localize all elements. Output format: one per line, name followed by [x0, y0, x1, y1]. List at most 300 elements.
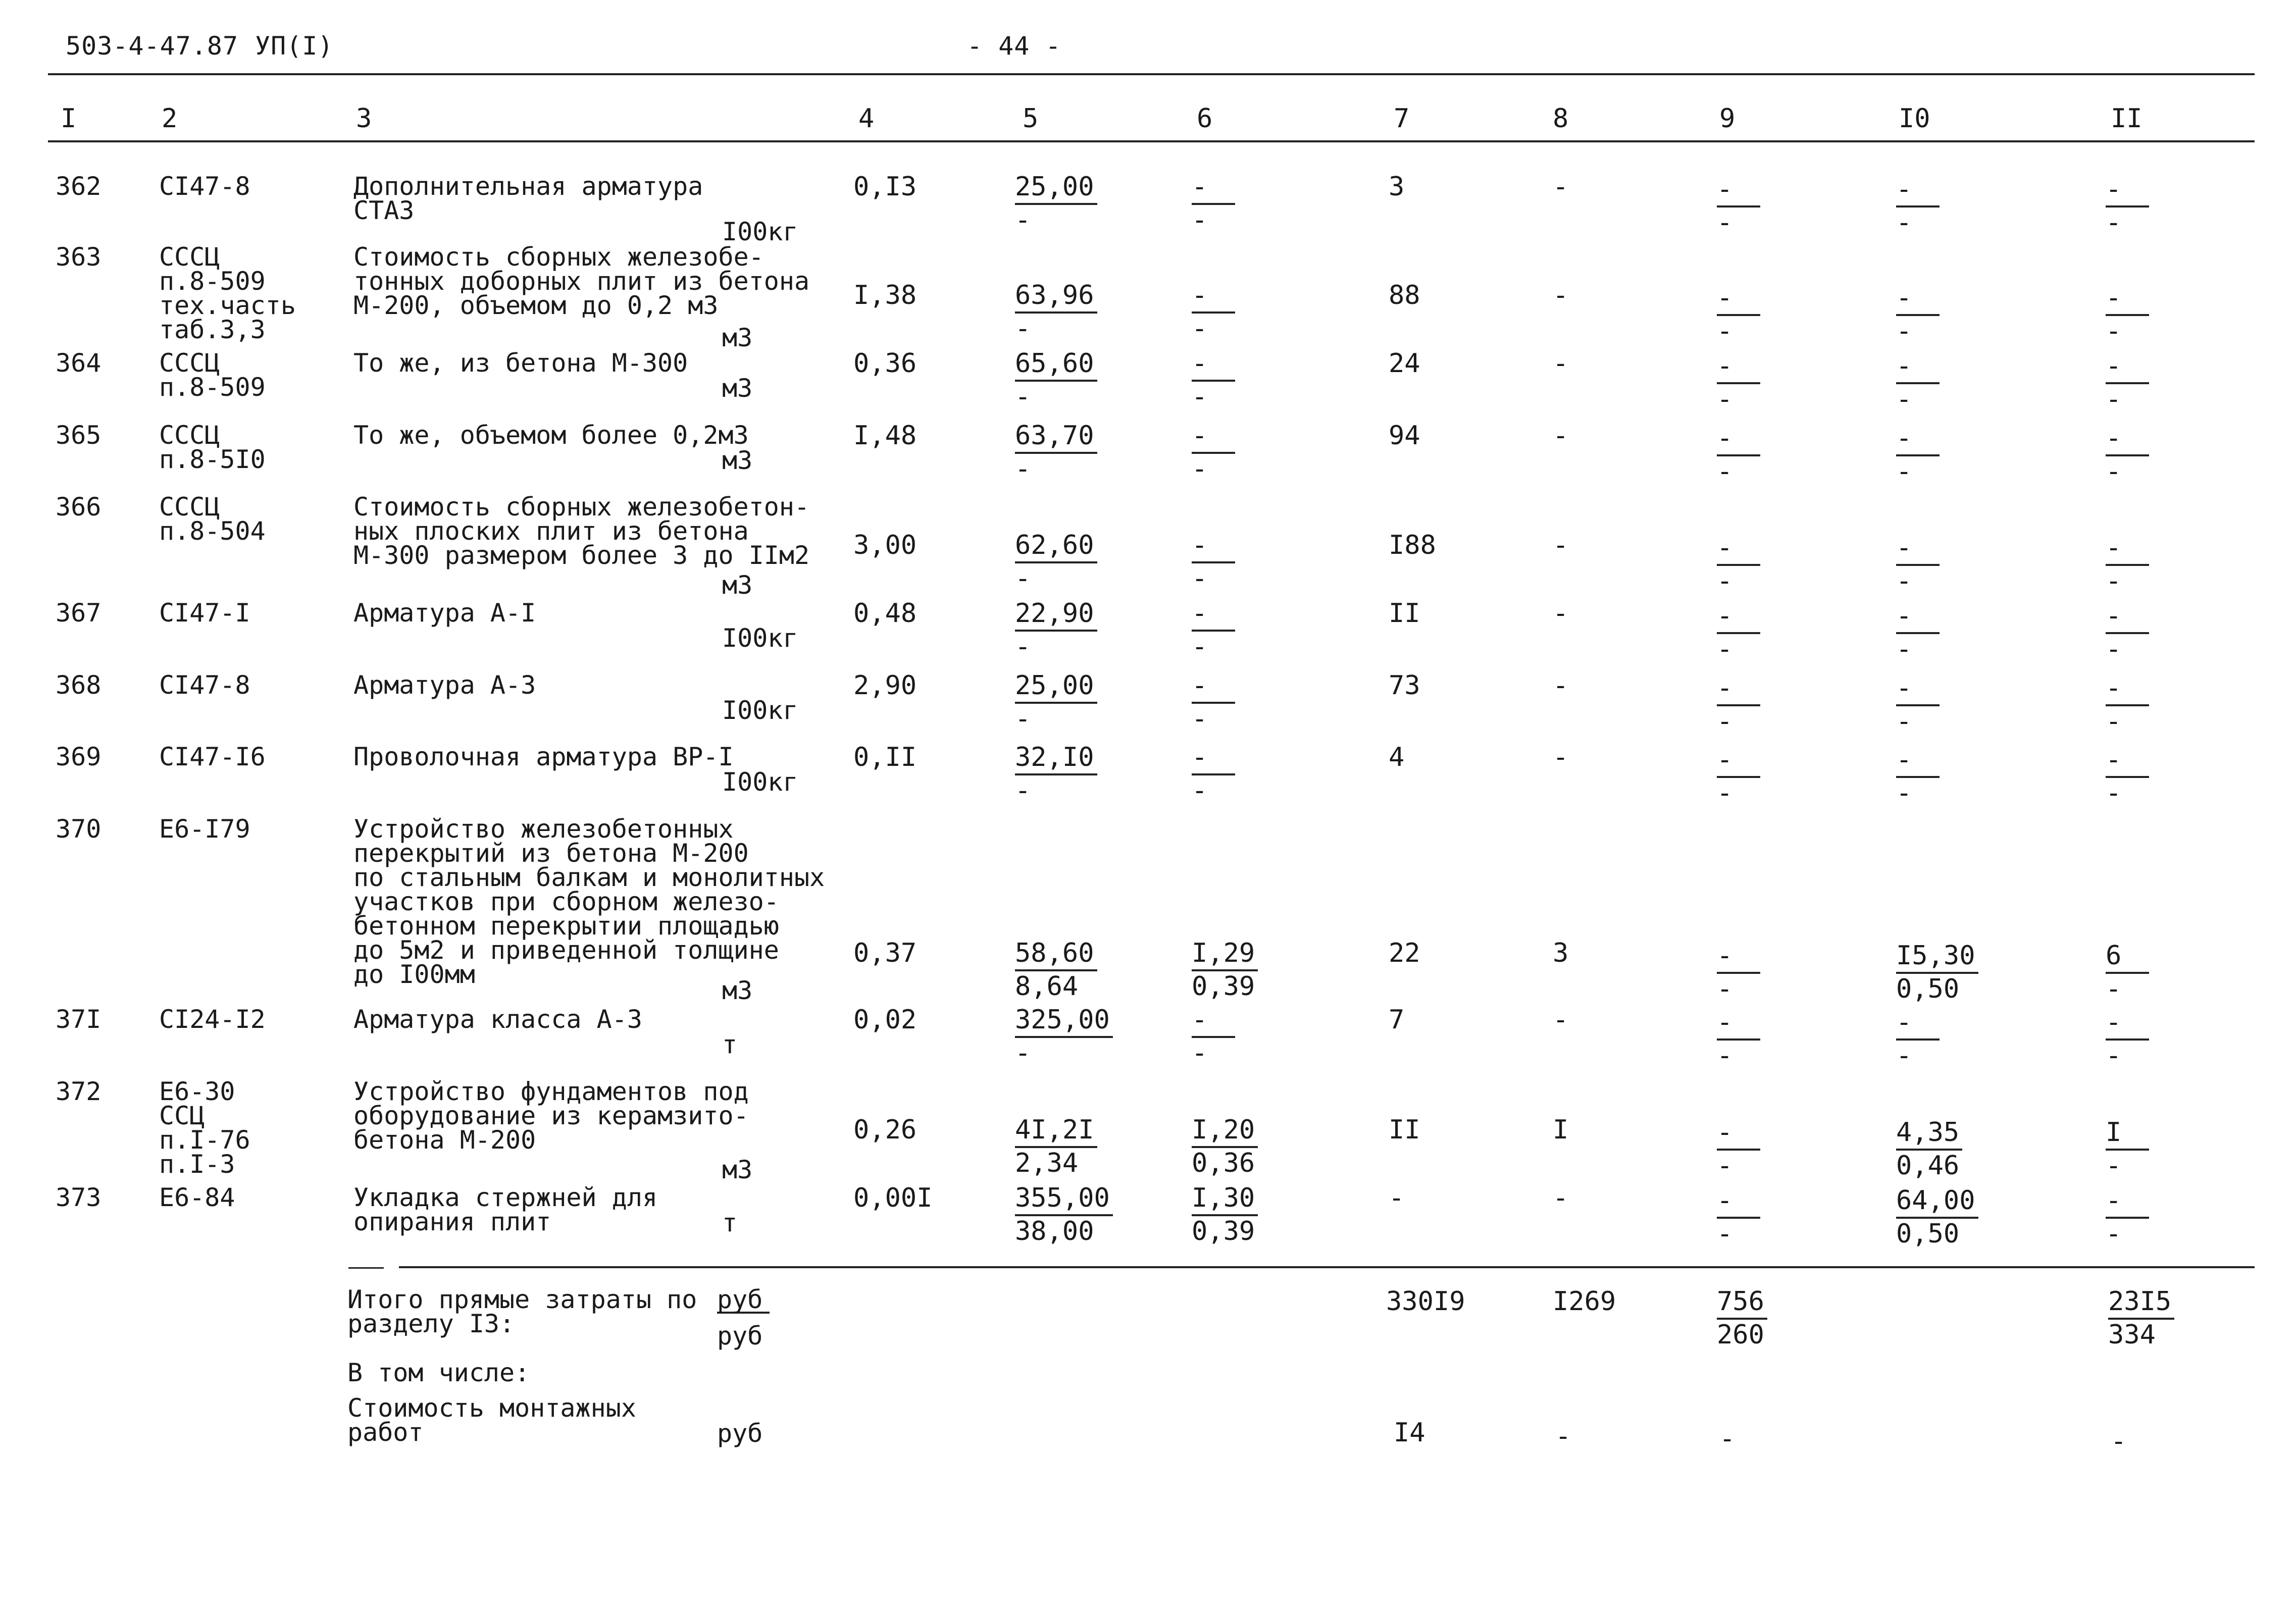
row-number: 367 [56, 598, 101, 628]
row-col10-top: 64,00 [1896, 1185, 1978, 1219]
row-col6 [1192, 530, 1235, 594]
totals-label: Итого прямые затраты по разделу I3: [347, 1285, 697, 1338]
row-col10-bot: - [1896, 1041, 1912, 1071]
row-col6 [1192, 1183, 1258, 1247]
row-col6-bot: - [1192, 382, 1208, 412]
row-col11-bot: - [2106, 566, 2122, 596]
row-col6-top: - [1192, 1005, 1235, 1038]
row-col9-bot: - [1717, 456, 1733, 487]
row-description: То же, объемом более 0,2м3 [353, 421, 749, 450]
row-col9-top: - [1717, 1185, 1760, 1219]
row-col8: - [1553, 530, 1569, 560]
row-col10-bot: 0,46 [1896, 1151, 1960, 1181]
row-col11-bot: - [2106, 456, 2122, 487]
col-header-2: 2 [162, 103, 178, 134]
row-col11-bot: - [2106, 1219, 2122, 1249]
row-col10 [1896, 351, 1940, 414]
row-col9 [1717, 533, 1760, 596]
row-col10-top: I5,30 [1896, 941, 1978, 974]
row-col11-top: - [2106, 533, 2149, 566]
row-col10-top: - [1896, 423, 1940, 456]
row-col11-top: - [2106, 1185, 2149, 1219]
row-col11 [2106, 423, 2149, 487]
row-number: 372 [56, 1077, 101, 1106]
row-col9 [1717, 941, 1760, 1004]
row-col8: - [1553, 348, 1569, 379]
header-rule [48, 140, 2255, 142]
row-col7: - [1389, 1183, 1405, 1213]
row-col11-top: - [2106, 351, 2149, 384]
row-code: СССЦ п.8-509 тех.часть таб.3,3 [159, 242, 296, 344]
row-unit: м3 [722, 1155, 753, 1184]
row-col10-top: - [1896, 673, 1940, 706]
row-col10-top: - [1896, 601, 1940, 634]
row-col10-bot: - [1896, 207, 1912, 238]
row-col5 [1015, 938, 1097, 1002]
row-col11-top: - [2106, 1007, 2149, 1041]
row-unit: I00кг [722, 767, 798, 797]
row-col9 [1717, 1007, 1760, 1071]
row-col11-bot: - [2106, 1151, 2122, 1181]
row-unit: м3 [722, 976, 753, 1005]
row-col11 [2106, 1007, 2149, 1071]
row-col5-top: 355,00 [1015, 1183, 1113, 1216]
row-col11-top: - [2106, 745, 2149, 778]
row-col5 [1015, 670, 1097, 734]
totals-col11-bot: 334 [2108, 1320, 2156, 1350]
row-col6 [1192, 348, 1235, 412]
row-col11-bot: - [2106, 1041, 2122, 1071]
row-number: 373 [56, 1183, 101, 1212]
row-col6 [1192, 938, 1258, 1002]
row-col9-top: - [1717, 1117, 1760, 1151]
row-col9 [1717, 351, 1760, 414]
row-description: Проволочная арматура ВР-I [353, 742, 734, 771]
row-unit: I00кг [722, 624, 798, 653]
row-unit: м3 [722, 570, 753, 600]
row-description: Стоимость сборных железобетон- ных плоских плит из бетона М-300 размером более 3 до IIм2 [353, 492, 810, 570]
row-col9-top: - [1717, 1007, 1760, 1041]
row-col5 [1015, 1115, 1097, 1178]
row-col5-top: 32,I0 [1015, 742, 1097, 775]
row-quantity: I,38 [853, 280, 917, 310]
row-col10-top: - [1896, 351, 1940, 384]
row-col11-bot: - [2106, 634, 2122, 664]
col-header-3: 3 [356, 103, 372, 134]
row-col11-bot: - [2106, 207, 2122, 238]
row-col6-top: - [1192, 172, 1235, 205]
row-code: Е6-84 [159, 1183, 235, 1212]
row-col6 [1192, 670, 1235, 734]
row-col8: - [1553, 598, 1569, 629]
row-col9-bot: - [1717, 384, 1733, 414]
row-col5-bot: - [1015, 382, 1031, 412]
row-description: Устройство железобетонных перекрытий из бетона М-200 по стальным балкам и монолитных участков при сборном железо- бетонном перекрытии площадью до 5м2 и приведенной толщине до I00мм [353, 814, 825, 989]
row-col9-top: - [1717, 423, 1760, 456]
row-col9-bot: - [1717, 1219, 1733, 1249]
row-col5-bot: - [1015, 563, 1031, 594]
totals-col7: 330I9 [1386, 1286, 1465, 1317]
row-col6-bot: - [1192, 775, 1208, 806]
row-quantity: 3,00 [853, 530, 917, 560]
row-unit: I00кг [722, 696, 798, 725]
row-code: CI47-8 [159, 172, 250, 201]
col-header-10: I0 [1899, 103, 1930, 134]
row-description: Арматура А-3 [353, 670, 536, 700]
row-number: 362 [56, 172, 101, 201]
row-col10-top: - [1896, 1007, 1940, 1041]
row-col9-bot: - [1717, 566, 1733, 596]
row-col5-bot: 38,00 [1015, 1216, 1094, 1247]
row-col5-bot: - [1015, 632, 1031, 662]
row-col9-bot: - [1717, 316, 1733, 346]
row-col5 [1015, 1005, 1113, 1068]
row-col9-top: - [1717, 673, 1760, 706]
row-col5 [1015, 742, 1097, 806]
col-header-7: 7 [1394, 103, 1410, 134]
mount-cost-col11: - [2111, 1426, 2127, 1457]
row-col9 [1717, 601, 1760, 664]
row-number: 369 [56, 742, 101, 771]
row-description: Арматура класса А-3 [353, 1005, 642, 1034]
row-col6 [1192, 1115, 1258, 1178]
row-quantity: 0,36 [853, 348, 917, 379]
row-col10 [1896, 601, 1940, 664]
row-col10 [1896, 941, 1978, 1004]
totals-col8: I269 [1553, 1286, 1616, 1317]
row-col9-top: - [1717, 174, 1760, 207]
row-col8: - [1553, 172, 1569, 202]
short-dash [348, 1267, 384, 1269]
row-code: CI47-I6 [159, 742, 266, 771]
row-description: Дополнительная арматура СТАЗ [353, 172, 703, 225]
row-quantity: I,48 [853, 421, 917, 451]
row-code: CI47-I [159, 598, 250, 628]
row-col6-top: - [1192, 598, 1235, 632]
row-quantity: 0,37 [853, 938, 917, 968]
row-description: Устройство фундаментов под оборудование из керамзито- бетона М-200 [353, 1077, 749, 1155]
row-col10-bot: - [1896, 634, 1912, 664]
row-quantity: 0,02 [853, 1005, 917, 1035]
row-col10-bot: - [1896, 456, 1912, 487]
row-col5 [1015, 280, 1097, 344]
row-col8: - [1553, 1005, 1569, 1035]
row-col5-top: 58,60 [1015, 938, 1097, 971]
row-code: CI47-8 [159, 670, 250, 700]
row-col5-bot: - [1015, 704, 1031, 734]
row-col11 [2106, 533, 2149, 596]
row-col5-bot: - [1015, 1038, 1031, 1068]
row-col5-top: 22,90 [1015, 598, 1097, 632]
totals-unit-bot: руб [717, 1321, 763, 1351]
row-col9-top: - [1717, 351, 1760, 384]
row-col10 [1896, 1185, 1978, 1249]
totals-rule [399, 1266, 2255, 1268]
row-col5 [1015, 172, 1097, 235]
row-col10-bot: 0,50 [1896, 974, 1960, 1004]
row-col11 [2106, 283, 2149, 346]
row-col6-bot: - [1192, 314, 1208, 344]
row-number: 37I [56, 1005, 101, 1034]
totals-col11 [2108, 1286, 2174, 1350]
row-col10 [1896, 283, 1940, 346]
row-col6-bot: - [1192, 632, 1208, 662]
row-col10-bot: - [1896, 384, 1912, 414]
mount-cost-label: Стоимость монтажных работ [347, 1393, 636, 1447]
row-code: СССЦ п.8-509 [159, 348, 266, 402]
col-header-4: 4 [858, 103, 875, 134]
row-col5-top: 25,00 [1015, 670, 1097, 704]
row-col10-bot: - [1896, 706, 1912, 737]
row-col10-bot: 0,50 [1896, 1219, 1960, 1249]
row-quantity: 0,48 [853, 598, 917, 629]
row-col9 [1717, 1185, 1760, 1249]
row-col11-top: 6 [2106, 941, 2149, 974]
row-col7: 73 [1389, 670, 1420, 701]
including-label: В том числе: [347, 1358, 530, 1387]
row-col5-bot: - [1015, 314, 1031, 344]
row-col11 [2106, 601, 2149, 664]
row-col9-bot: - [1717, 706, 1733, 737]
row-col9 [1717, 745, 1760, 808]
row-col6-bot: - [1192, 563, 1208, 594]
row-col8: 3 [1553, 938, 1569, 968]
row-col8: I [1553, 1115, 1569, 1145]
row-col10 [1896, 423, 1940, 487]
totals-col9 [1717, 1286, 1767, 1350]
totals-col11-top: 23I5 [2108, 1286, 2174, 1320]
row-col5-bot: - [1015, 454, 1031, 484]
row-col11-top: - [2106, 283, 2149, 316]
row-col8: - [1553, 421, 1569, 451]
col-header-1: I [61, 103, 77, 134]
row-col9-bot: - [1717, 1041, 1733, 1071]
row-col6-bot: 0,36 [1192, 1148, 1255, 1178]
row-description: То же, из бетона М-300 [353, 348, 688, 378]
row-unit: I00кг [722, 217, 798, 246]
row-col5-top: 63,96 [1015, 280, 1097, 314]
col-header-11: II [2111, 103, 2142, 134]
row-col9-top: - [1717, 745, 1760, 778]
row-unit: м3 [722, 374, 753, 403]
row-col11 [2106, 1117, 2149, 1181]
row-col5 [1015, 421, 1097, 484]
row-col7: 88 [1389, 280, 1420, 310]
row-col6 [1192, 598, 1235, 662]
row-col10 [1896, 1117, 1962, 1181]
row-col11 [2106, 673, 2149, 737]
row-col6-bot: 0,39 [1192, 971, 1255, 1002]
row-col11 [2106, 745, 2149, 808]
row-col11-top: - [2106, 673, 2149, 706]
page-number: - 44 - [967, 31, 1061, 61]
row-col10 [1896, 673, 1940, 737]
row-col10-bot: - [1896, 316, 1912, 346]
row-col5-bot: - [1015, 205, 1031, 235]
row-col8: - [1553, 280, 1569, 310]
row-col7: II [1389, 1115, 1420, 1145]
col-header-9: 9 [1719, 103, 1736, 134]
row-col6-bot: - [1192, 454, 1208, 484]
mount-cost-col7: I4 [1394, 1418, 1425, 1448]
row-number: 363 [56, 242, 101, 272]
row-code: Е6-30 ССЦ п.I-76 п.I-3 [159, 1077, 250, 1179]
totals-unit-top: руб [717, 1287, 770, 1314]
row-col5 [1015, 1183, 1113, 1247]
row-col9-bot: - [1717, 207, 1733, 238]
row-unit: т [722, 1030, 738, 1059]
row-col11 [2106, 351, 2149, 414]
row-col10 [1896, 174, 1940, 238]
row-col9-bot: - [1717, 634, 1733, 664]
row-col9-top: - [1717, 283, 1760, 316]
top-rule [48, 73, 2255, 75]
row-col5-top: 25,00 [1015, 172, 1097, 205]
row-quantity: 0,00I [853, 1183, 933, 1213]
row-col5-top: 65,60 [1015, 348, 1097, 382]
row-quantity: 0,II [853, 742, 917, 772]
row-col5-bot: 8,64 [1015, 971, 1079, 1002]
row-col10-top: - [1896, 745, 1940, 778]
row-number: 364 [56, 348, 101, 378]
row-unit: т [722, 1208, 738, 1237]
row-col6 [1192, 742, 1235, 806]
row-col11-top: I [2106, 1117, 2149, 1151]
col-header-8: 8 [1553, 103, 1569, 134]
row-col9-top: - [1717, 533, 1760, 566]
row-col11-bot: - [2106, 974, 2122, 1004]
row-col6-bot: - [1192, 205, 1208, 235]
row-col9 [1717, 423, 1760, 487]
row-number: 370 [56, 814, 101, 844]
row-col6 [1192, 421, 1235, 484]
row-col9-bot: - [1717, 974, 1733, 1004]
row-col6-top: - [1192, 742, 1235, 775]
row-code: СССЦ п.8-504 [159, 492, 266, 546]
row-description: Арматура А-I [353, 598, 536, 628]
row-col7: 4 [1389, 742, 1405, 772]
row-description: Укладка стержней для опирания плит [353, 1183, 658, 1236]
row-col6-top: - [1192, 530, 1235, 563]
row-col10-bot: - [1896, 778, 1912, 808]
row-col11-bot: - [2106, 706, 2122, 737]
row-unit: м3 [722, 446, 753, 475]
row-col6 [1192, 280, 1235, 344]
row-col5 [1015, 348, 1097, 412]
row-col5-bot: 2,34 [1015, 1148, 1079, 1178]
row-col6-top: - [1192, 280, 1235, 314]
row-col6 [1192, 172, 1235, 235]
row-col10-top: - [1896, 283, 1940, 316]
row-col7: 94 [1389, 421, 1420, 451]
row-col6-top: I,30 [1192, 1183, 1258, 1216]
mount-cost-col8: - [1555, 1421, 1571, 1451]
row-col6-top: - [1192, 348, 1235, 382]
row-col10-bot: - [1896, 566, 1912, 596]
row-col6-bot: 0,39 [1192, 1216, 1255, 1247]
row-col11 [2106, 941, 2149, 1004]
row-col11-top: - [2106, 174, 2149, 207]
row-col5 [1015, 530, 1097, 594]
row-col7: I88 [1389, 530, 1436, 560]
row-col5-top: 63,70 [1015, 421, 1097, 454]
row-col6-top: - [1192, 421, 1235, 454]
row-quantity: 2,90 [853, 670, 917, 701]
row-col9 [1717, 283, 1760, 346]
row-quantity: 0,I3 [853, 172, 917, 202]
row-col8: - [1553, 670, 1569, 701]
doc-code: 503-4-47.87 [66, 31, 239, 61]
row-code: СССЦ п.8-5I0 [159, 421, 266, 474]
row-col11 [2106, 174, 2149, 238]
row-col11-top: - [2106, 423, 2149, 456]
row-col7: 24 [1389, 348, 1420, 379]
row-col9-bot: - [1717, 1151, 1733, 1181]
totals-col9-bot: 260 [1717, 1320, 1764, 1350]
col-header-5: 5 [1023, 103, 1039, 134]
row-col10-top: - [1896, 174, 1940, 207]
row-number: 368 [56, 670, 101, 700]
row-col6-bot: - [1192, 704, 1208, 734]
row-col7: II [1389, 598, 1420, 629]
album-code: УП(I) [255, 31, 334, 61]
row-col6-top: I,29 [1192, 938, 1258, 971]
row-col7: 3 [1389, 172, 1405, 202]
row-col5-bot: - [1015, 775, 1031, 806]
row-col9 [1717, 1117, 1760, 1181]
row-unit: м3 [722, 323, 753, 352]
row-col7: 22 [1389, 938, 1420, 968]
row-col6-bot: - [1192, 1038, 1208, 1068]
row-col9-top: - [1717, 601, 1760, 634]
row-col5-top: 325,00 [1015, 1005, 1113, 1038]
row-col9 [1717, 673, 1760, 737]
row-col6-top: I,20 [1192, 1115, 1258, 1148]
row-col10-top: 4,35 [1896, 1117, 1962, 1151]
row-col8: - [1553, 1183, 1569, 1213]
row-col10-top: - [1896, 533, 1940, 566]
row-col11-top: - [2106, 601, 2149, 634]
row-col7: 7 [1389, 1005, 1405, 1035]
mount-cost-unit: руб [717, 1419, 763, 1448]
row-col9-top: - [1717, 941, 1760, 974]
row-col5-top: 62,60 [1015, 530, 1097, 563]
col-header-6: 6 [1197, 103, 1213, 134]
row-col11-bot: - [2106, 778, 2122, 808]
row-quantity: 0,26 [853, 1115, 917, 1145]
row-col9-bot: - [1717, 778, 1733, 808]
row-col8: - [1553, 742, 1569, 772]
row-col11 [2106, 1185, 2149, 1249]
row-col10 [1896, 1007, 1940, 1071]
row-col11-bot: - [2106, 316, 2122, 346]
row-number: 366 [56, 492, 101, 522]
row-col5 [1015, 598, 1097, 662]
mount-cost-col9: - [1719, 1424, 1736, 1454]
row-col6 [1192, 1005, 1235, 1068]
row-col5-top: 4I,2I [1015, 1115, 1097, 1148]
row-col9 [1717, 174, 1760, 238]
row-code: Е6-I79 [159, 814, 250, 844]
row-description: Стоимость сборных железобе- тонных доборных плит из бетона М-200, объемом до 0,2 м3 [353, 242, 810, 320]
row-col10 [1896, 745, 1940, 808]
row-col11-bot: - [2106, 384, 2122, 414]
row-col10 [1896, 533, 1940, 596]
totals-col9-top: 756 [1717, 1286, 1767, 1320]
row-number: 365 [56, 421, 101, 450]
row-code: CI24-I2 [159, 1005, 266, 1034]
row-col6-top: - [1192, 670, 1235, 704]
